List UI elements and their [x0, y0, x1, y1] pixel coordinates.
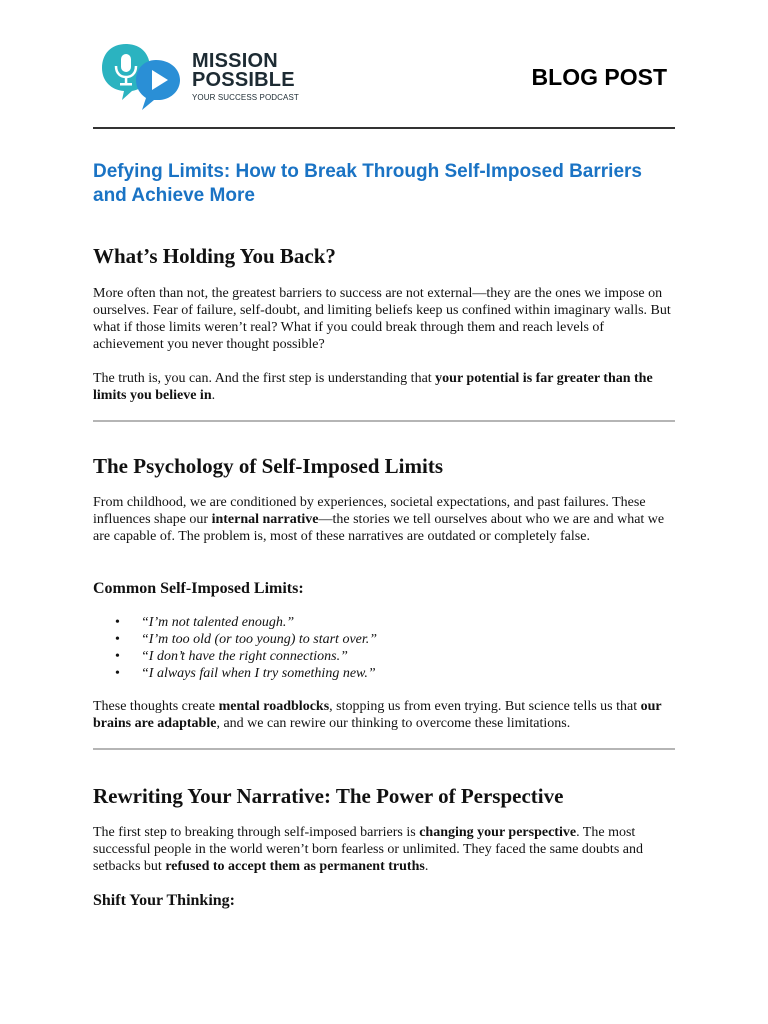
microphone-play-logo-icon: [100, 42, 192, 112]
podcast-logo: [100, 42, 330, 112]
subheading-common-limits: Common Self-Imposed Limits:: [93, 580, 304, 597]
emphasis-text: mental roadblocks: [218, 699, 330, 714]
subheading-shift-thinking: Shift Your Thinking:: [93, 892, 235, 909]
post-title: Defying Limits: How to Break Through Self-Imposed Barriers and Achieve More: [93, 161, 642, 206]
emphasis-text: changing your perspective: [419, 825, 577, 840]
paragraph: [93, 824, 677, 875]
text-run: , stopping us from even trying. But science tells us that: [329, 699, 641, 714]
paragraph: More often than not, the greatest barriers to success are not external—they are the ones we impose on ourselves. Fear of failure, self-doubt, and limiting beliefs keep us confined within imaginary walls. But what if those limits weren’t real? What if you could break through them and reach levels of achievement you never thought possible?: [93, 286, 671, 352]
section-heading-holding-back: What’s Holding You Back?: [93, 244, 336, 268]
list-item-text: “I always fail when I try something new.”: [141, 666, 376, 681]
text-run: . The most successful people in the world weren’t born fearless or unlimited. They faced the same doubts and setbacks but: [93, 825, 643, 874]
list-item: [93, 614, 377, 631]
emphasis-text: our brains are adaptable: [93, 699, 662, 731]
text-run: —the stories we tell ourselves about who we are and what we are capable of. The problem is, most of these narratives are outdated or completely false.: [93, 512, 665, 544]
limits-list: [93, 614, 377, 682]
text-run: .: [424, 859, 429, 874]
bullet-icon: •: [115, 649, 120, 664]
bullet-icon: •: [115, 615, 120, 630]
list-item-text: “I’m not talented enough.”: [141, 615, 295, 630]
document-type-label: BLOG POST: [531, 64, 667, 90]
text-run: The truth is, you can. And the first step is understanding that: [93, 371, 436, 386]
section-divider: [93, 748, 675, 750]
bullet-icon: •: [115, 666, 120, 681]
section-heading-psychology: The Psychology of Self-Imposed Limits: [93, 454, 444, 478]
section-divider: [93, 420, 675, 422]
logo-tagline: YOUR SUCCESS PODCAST: [192, 93, 299, 102]
list-item-text: “I don’t have the right connections.”: [141, 649, 348, 664]
logo-wordmark-line2: POSSIBLE: [192, 69, 295, 91]
text-run: These thoughts create: [93, 699, 219, 714]
header-divider: [93, 127, 675, 129]
list-item: [93, 648, 377, 665]
logo-wordmark-line1: MISSION: [192, 50, 278, 72]
emphasis-text: your potential is far greater than the limits you believe in: [93, 371, 653, 403]
list-item: [93, 631, 377, 648]
paragraph: [93, 370, 677, 404]
text-run: The first step to breaking through self-imposed barriers is: [93, 825, 420, 840]
list-item-text: “I’m too old (or too young) to start over.”: [141, 632, 378, 647]
paragraph: [93, 698, 677, 732]
list-item: [93, 665, 377, 682]
text-run: From childhood, we are conditioned by experiences, societal expectations, and past failures. These influences shape our: [93, 495, 646, 527]
emphasis-text: internal narrative: [211, 512, 319, 527]
section-heading-perspective: Rewriting Your Narrative: The Power of Perspective: [93, 784, 564, 808]
emphasis-text: refused to accept them as permanent truths: [165, 859, 425, 874]
text-run: , and we can rewire our thinking to overcome these limitations.: [216, 716, 571, 731]
text-run: .: [211, 388, 216, 403]
paragraph: [93, 494, 677, 545]
bullet-icon: •: [115, 632, 120, 647]
